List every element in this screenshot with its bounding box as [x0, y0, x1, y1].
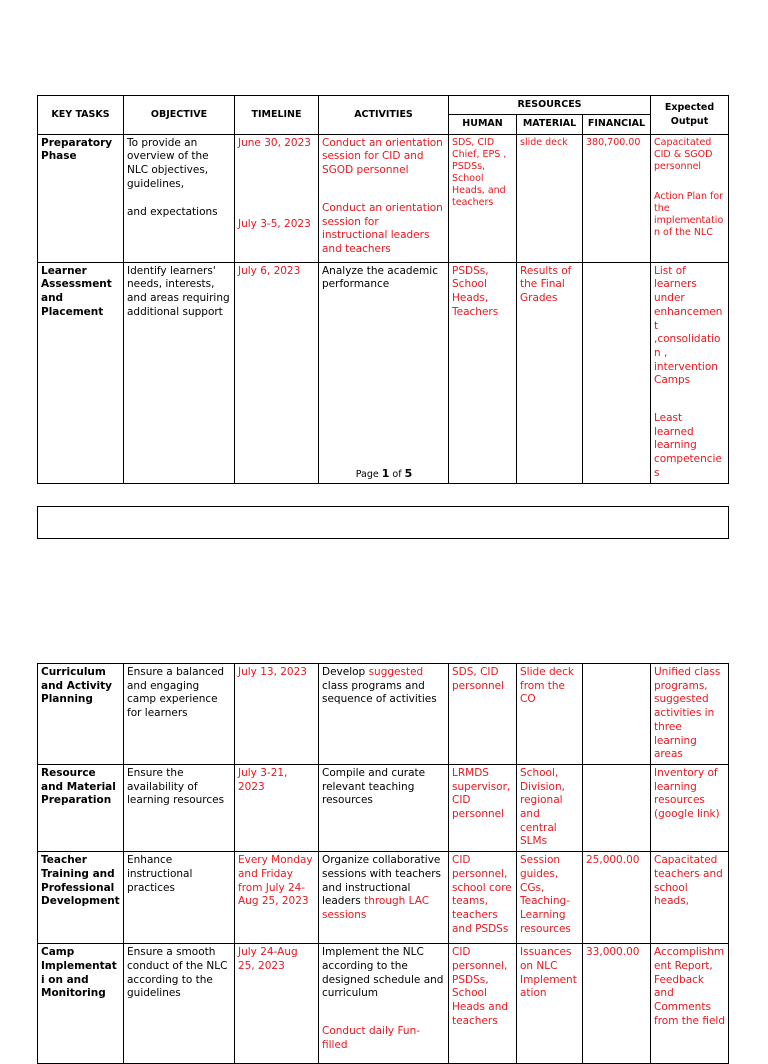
plan-table-page1 [37, 95, 729, 484]
financial-cell [583, 664, 651, 765]
header-expected-output: Expected Output [651, 96, 729, 135]
header-financial: FINANCIAL [583, 114, 651, 134]
header-timeline: TIMELINE [235, 96, 319, 135]
human-cell: SDS, CID personnel [449, 664, 517, 765]
output-cell: Inventory of learning resources (google link) [651, 764, 729, 851]
task-cell: Camp Implementati on and Monitoring [38, 944, 124, 1064]
timeline-cell: July 3-21, 2023 [235, 764, 319, 851]
material-cell: Issuances on NLC Implement ation [517, 944, 583, 1064]
objective-cell: Enhance instructional practices [124, 852, 235, 944]
activity-text-red: suggested [368, 666, 424, 678]
activity-cell [319, 852, 449, 944]
activity-text-pre: Develop [322, 666, 366, 678]
activity-text: Conduct an orientation session for instructional leaders and teachers [322, 201, 443, 255]
human-cell: SDS, CID Chief, EPS , PSDSs, School Heads, and teachers [449, 134, 517, 262]
financial-cell: 380,700.00 [583, 134, 651, 262]
header-key-tasks: KEY TASKS [38, 96, 124, 135]
timeline-cell: Every Monday and Friday from July 24- Aug 25, 2023 [235, 852, 319, 944]
activity-text-post: class programs and sequence of activities [322, 679, 437, 706]
table-row [38, 134, 729, 262]
page-total: 5 [404, 467, 413, 480]
task-cell: Curriculum and Activity Planning [38, 664, 124, 765]
header-objective: OBJECTIVE [124, 96, 235, 135]
activity-text: Organize collaborative sessions with teachers and instructional leaders [322, 854, 441, 908]
table-row [38, 852, 729, 944]
table-row [38, 764, 729, 851]
empty-box [37, 506, 729, 539]
activity-cell [319, 944, 449, 1064]
output-text: Capacitated CID & SGOD personnel [654, 136, 713, 172]
objective-cell: Ensure a smooth conduct of the NLC according to the guidelines [124, 944, 235, 1064]
activity-cell [319, 134, 449, 262]
activity-text: Conduct an orientation session for CID and SGOD personnel [322, 136, 443, 177]
material-cell: Session guides, CGs, Teaching-Learning resources [517, 852, 583, 944]
material-cell: Slide deck from the CO [517, 664, 583, 765]
objective-text: and expectations [127, 205, 218, 218]
task-cell: Teacher Training and Professional Development [38, 852, 124, 944]
output-text: Least learned learning competencies [654, 412, 722, 479]
of-word: of [392, 469, 402, 480]
table-row [38, 944, 729, 1064]
output-cell: Unified class programs, suggested activities in three learning areas [651, 664, 729, 765]
human-cell: CID personnel, PSDSs, School Heads and teachers [449, 944, 517, 1064]
timeline-cell: July 6, 2023 [235, 262, 319, 483]
task-cell: Resource and Material Preparation [38, 764, 124, 851]
human-cell: PSDSs, School Heads, Teachers [449, 262, 517, 483]
output-text: Action Plan for the implementation of the NLC [654, 190, 724, 238]
header-activities: ACTIVITIES [319, 96, 449, 135]
material-cell: Results of the Final Grades [517, 262, 583, 483]
table-row [38, 664, 729, 765]
activity-text-red: through LAC sessions [322, 895, 430, 921]
plan-table-page2 [37, 663, 729, 1064]
page-number: 1 [381, 467, 390, 480]
header-row-1 [38, 96, 729, 115]
objective-text: To provide an overview of the NLC objectives, guidelines, [127, 136, 209, 190]
output-text: List of learners under enhancement ,consolidation , intervention Camps [654, 264, 723, 387]
timeline-cell [235, 134, 319, 262]
material-cell: slide deck [517, 134, 583, 262]
header-human: HUMAN [449, 114, 517, 134]
activity-text-red: Conduct daily Fun-filled [322, 1024, 421, 1051]
financial-cell: 25,000.00 [583, 852, 651, 944]
task-cell: Preparatory Phase [38, 134, 124, 262]
activity-text: Implement the NLC according to the designed schedule and curriculum [322, 946, 444, 1000]
financial-cell [583, 764, 651, 851]
objective-cell: Ensure a balanced and engaging camp experience for learners [124, 664, 235, 765]
header-resources: RESOURCES [449, 96, 651, 115]
task-cell: Learner Assessment and Placement [38, 262, 124, 483]
timeline-cell: July 24-Aug 25, 2023 [235, 944, 319, 1064]
header-material: MATERIAL [517, 114, 583, 134]
output-cell [651, 134, 729, 262]
output-cell: Accomplishm ent Report, Feedback and Comments from the field [651, 944, 729, 1064]
activity-cell: Compile and curate relevant teaching resources [319, 764, 449, 851]
objective-cell: Ensure the availability of learning resources [124, 764, 235, 851]
timeline-text: July 3-5, 2023 [238, 218, 311, 231]
activity-cell: Analyze the academic performance [319, 262, 449, 483]
activity-cell [319, 664, 449, 765]
output-cell [651, 262, 729, 483]
page-footer [0, 467, 768, 480]
human-cell: CID personnel, school core teams, teachers and PSDSs [449, 852, 517, 944]
page-word: Page [355, 469, 379, 480]
financial-cell [583, 262, 651, 483]
timeline-cell: July 13, 2023 [235, 664, 319, 765]
timeline-text: June 30, 2023 [238, 136, 311, 149]
output-cell: Capacitated teachers and school heads, [651, 852, 729, 944]
objective-cell: Identify learners' needs, interests, and areas requiring additional support [124, 262, 235, 483]
human-cell: LRMDS supervisor, CID personnel [449, 764, 517, 851]
material-cell: School, Division, regional and central SLMs [517, 764, 583, 851]
table-row [38, 262, 729, 483]
objective-cell [124, 134, 235, 262]
financial-cell: 33,000.00 [583, 944, 651, 1064]
